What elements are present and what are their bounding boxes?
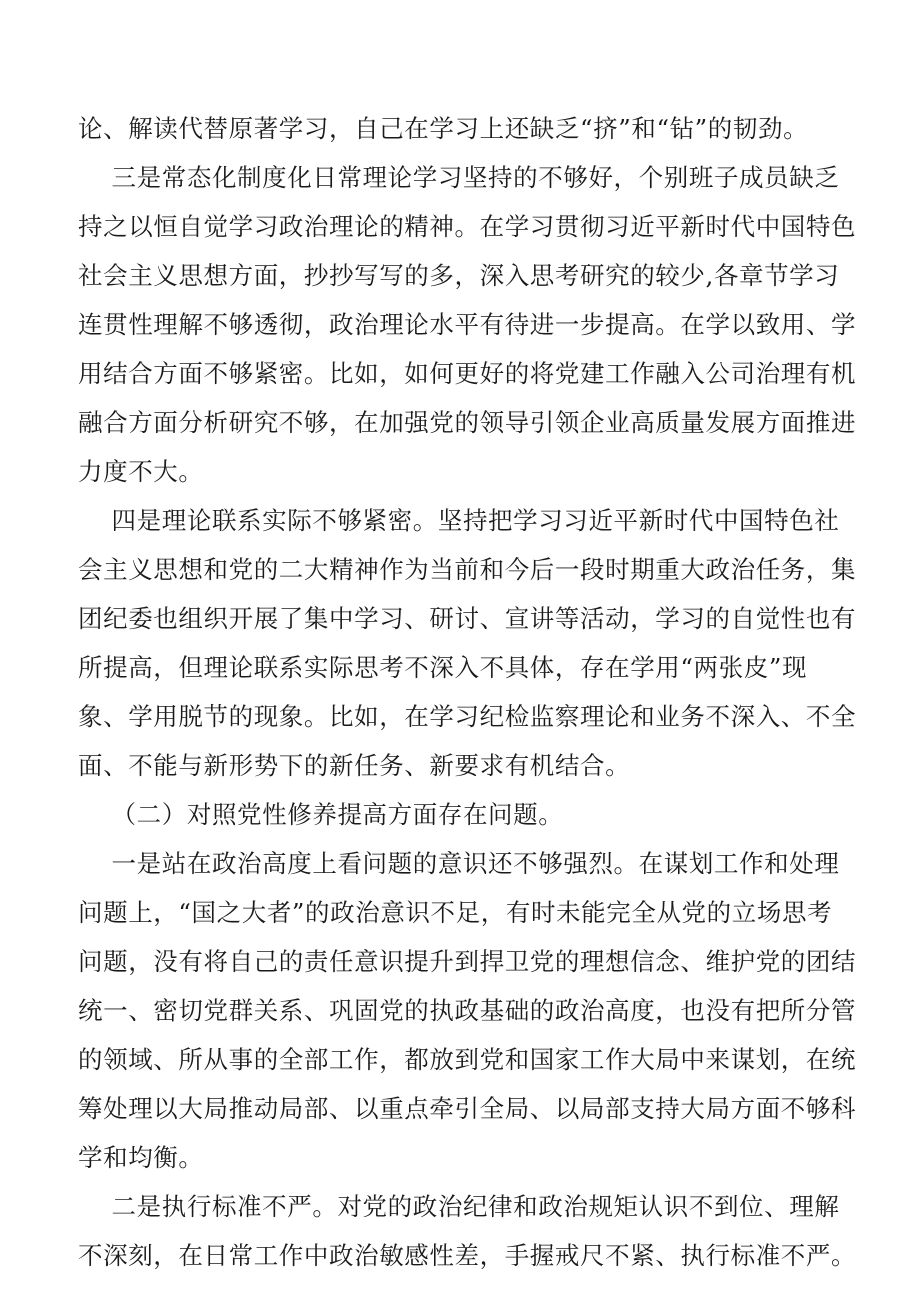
text-line-03: 持之以恒自觉学习政治理论的精神。在学习贯彻习近平新时代中国特色 [78,212,857,241]
text-line-01: 论、解读代替原著学习，自己在学习上还缺乏“挤”和“钻”的韧劲。 [78,114,809,143]
text-line-20: 的领域、所从事的全部工作，都放到党和国家工作大局中来谋划，在统 [78,1045,857,1074]
text-line-13: 象、学用脱节的现象。比如，在学习纪检监察理论和业务不深入、不全 [78,702,857,731]
document-body [78,104,857,1280]
text-line-22: 学和均衡。 [78,1143,204,1172]
text-line-06: 用结合方面不够紧密。比如，如何更好的将党建工作融入公司治理有机 [78,359,857,388]
text-line-10: 会主义思想和党的二大精神作为当前和今后一段时期重大政治任务，集 [78,555,857,584]
text-line-05: 连贯性理解不够透彻，政治理论水平有待进一步提高。在学以致用、学 [78,310,857,339]
text-line-08: 力度不大。 [78,457,204,486]
text-line-21: 筹处理以大局推动局部、以重点牵引全局、以局部支持大局方面不够科 [78,1094,857,1123]
text-line-17: 问题上，“国之大者”的政治意识不足，有时未能完全从党的立场思考 [78,898,833,927]
text-line-14: 面、不能与新形势下的新任务、新要求有机结合。 [78,751,631,780]
section-heading: （二）对照党性修养提高方面存在问题。 [78,800,564,829]
text-line-24: 不深刻，在日常工作中政治敏感性差，手握戒尺不紧、执行标准不严。 [78,1241,857,1270]
text-line-23: 二是执行标准不严。对党的政治纪律和政治规矩认识不到位、理解 [78,1192,840,1221]
text-line-11: 团纪委也组织开展了集中学习、研讨、宣讲等活动，学习的自觉性也有 [78,604,857,633]
text-line-16: 一是站在政治高度上看问题的意识还不够强烈。在谋划工作和处理 [78,849,840,878]
text-line-12: 所提高，但理论联系实际思考不深入不具体，存在学用“两张皮”现 [78,653,808,682]
text-line-19: 统一、密切党群关系、巩固党的执政基础的政治高度，也没有把所分管 [78,996,857,1025]
text-line-18: 问题，没有将自己的责任意识提升到捍卫党的理想信念、维护党的团结 [78,947,857,976]
text-line-02: 三是常态化制度化日常理论学习坚持的不够好，个别班子成员缺乏 [78,163,840,192]
text-line-04: 社会主义思想方面，抄抄写写的多，深入思考研究的较少,各章节学习 [78,261,840,290]
text-line-07: 融合方面分析研究不够，在加强党的领导引领企业高质量发展方面推进 [78,408,857,437]
text-line-09: 四是理论联系实际不够紧密。坚持把学习习近平新时代中国特色社 [78,506,840,535]
